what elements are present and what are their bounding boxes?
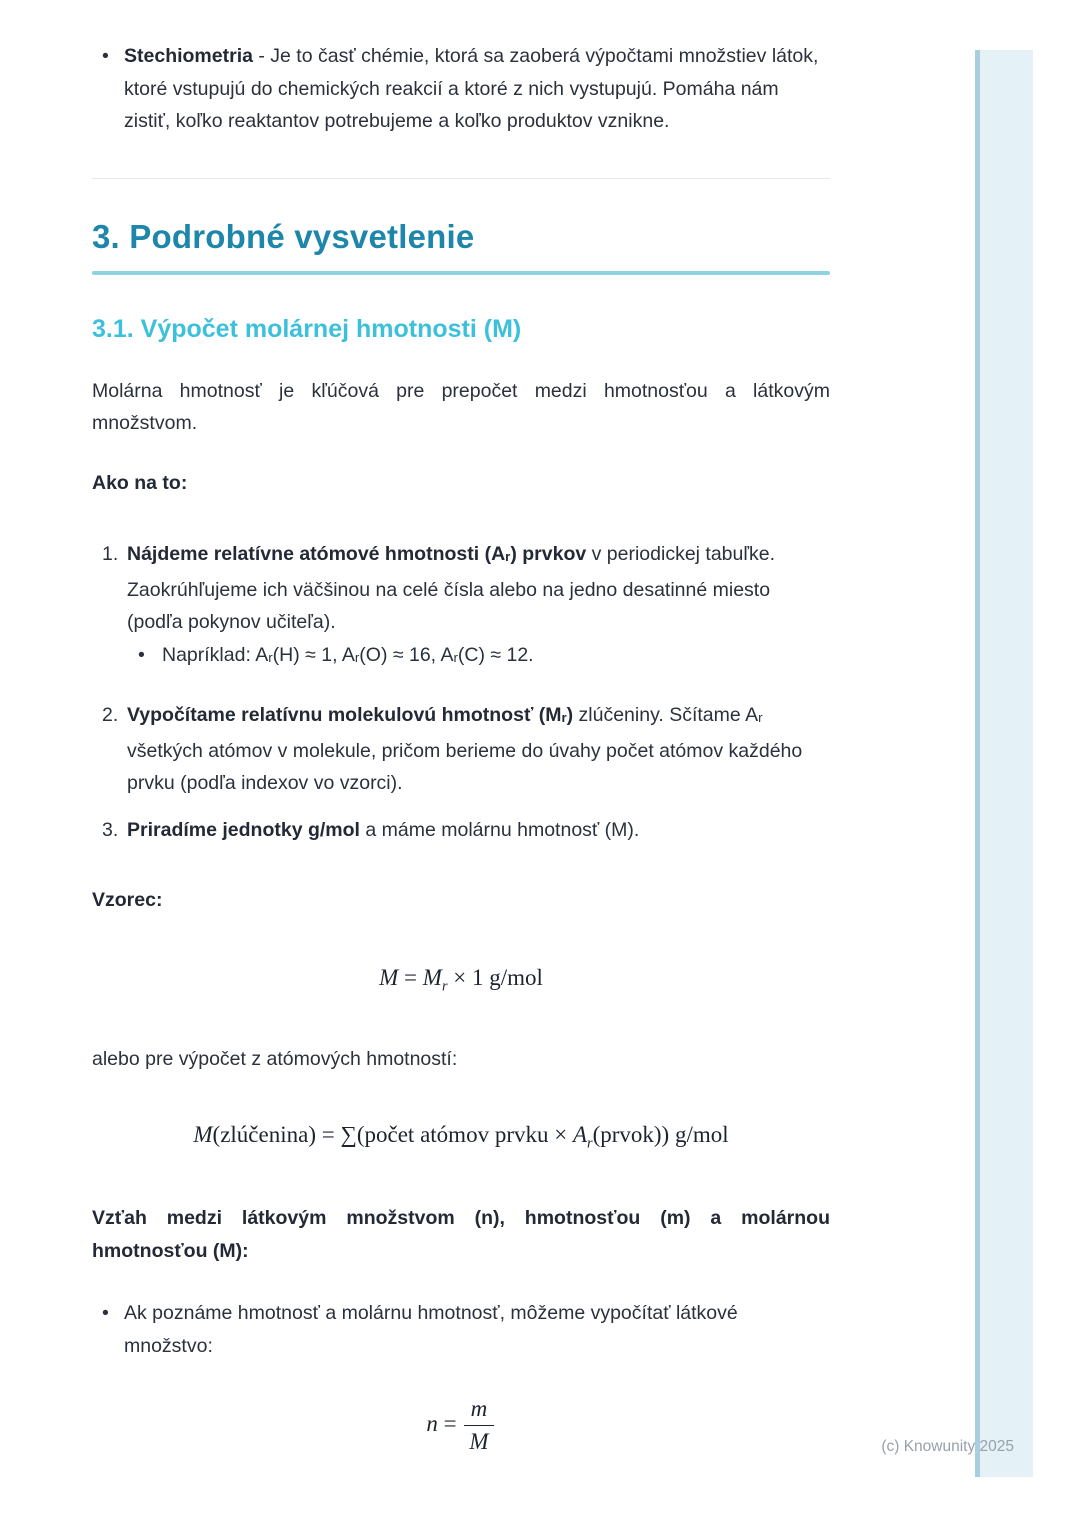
- section-divider: [92, 178, 830, 179]
- formula-var-A: A: [572, 1121, 588, 1147]
- fraction-numerator: m: [464, 1394, 493, 1426]
- alternative-text: alebo pre výpočet z atómových hmotností:: [92, 1048, 458, 1071]
- formula-subscript-r: r: [587, 1135, 593, 1152]
- step-1-rest: v periodickej tabuľke. Zaokrúhľujeme ich väčšinou na celé čísla alebo na jedno desatinné miesto (podľa pokynov učiteľa).: [127, 543, 776, 634]
- fraction-denominator: M: [469, 1429, 489, 1455]
- formula-equals: =: [398, 964, 423, 990]
- step-3-number: 3.: [102, 818, 119, 841]
- step-1-bold-tail: ) prvkov: [510, 543, 587, 565]
- step-2-number: 2.: [102, 704, 119, 727]
- example-piece: Napríklad: A: [162, 643, 269, 666]
- decorative-side-bar: [975, 50, 1033, 1477]
- subsection-heading: 3.1. Výpočet molárnej hmotnosti (M): [92, 314, 522, 343]
- example-piece: (C) ≈ 12.: [457, 643, 534, 666]
- step-1: [92, 538, 830, 674]
- formula-text: (prvok)) g/mol: [592, 1121, 729, 1147]
- formula-var-Mr: M: [422, 964, 442, 990]
- formula-var-n: n: [426, 1411, 438, 1437]
- fraction: [464, 1394, 493, 1457]
- formula-equals: =: [437, 1411, 463, 1437]
- intro-bullet-text: [124, 45, 818, 132]
- formula-molar-mass: [92, 963, 830, 1002]
- step-2-text: [127, 704, 802, 794]
- example-subscript: r: [268, 649, 273, 665]
- relation-bullet-item: [92, 1297, 830, 1362]
- section-heading: 3. Podrobné vysvetlenie: [92, 217, 475, 255]
- bullet-icon: •: [102, 1302, 109, 1325]
- formula-unit: × 1 g/mol: [447, 964, 543, 990]
- summation-symbol: ∑: [340, 1121, 357, 1147]
- step-2: [92, 699, 830, 800]
- bullet-icon: •: [138, 643, 145, 666]
- step-2-rest: zlúčeniny. Sčítame A: [573, 704, 759, 727]
- section-heading-rule: [92, 271, 830, 275]
- step-3-bold: Priradíme jednotky g/mol: [127, 818, 360, 841]
- example-piece: (H) ≈ 1, A: [272, 643, 355, 666]
- content-column: [92, 0, 830, 1457]
- formula-text: (počet atómov prvku ×: [356, 1121, 573, 1147]
- step-2-bold: Vypočítame relatívnu molekulovú hmotnosť (M: [127, 704, 562, 727]
- formula-var-M: M: [193, 1121, 213, 1147]
- step-2-rest-subscript: r: [758, 710, 763, 726]
- example-subscript: r: [354, 649, 360, 665]
- step-2-rest-tail: všetkých atómov v molekule, pričom berieme do úvahy počet atómov každého prvku (podľa indexov vo vzorci).: [127, 739, 803, 795]
- formula-amount-of-substance: [92, 1394, 830, 1457]
- formula-var-M: M: [379, 964, 399, 990]
- formula-text: (zlúčenina) =: [212, 1121, 341, 1147]
- step-1-text: [127, 543, 775, 633]
- step-3-rest: a máme molárnu hmotnosť (M).: [359, 818, 640, 841]
- step-1-example: [92, 639, 830, 675]
- intro-term: Stechiometria: [124, 45, 253, 67]
- step-1-number: 1.: [102, 543, 119, 565]
- step-3: [92, 814, 830, 847]
- intro-paragraph: Molárna hmotnosť je kľúčová pre prepočet medzi hmotnosťou a látkovým množstvom.: [92, 379, 830, 434]
- formula-sum-atomic-masses: [92, 1120, 830, 1159]
- intro-definition: - Je to časť chémie, ktorá sa zaoberá výpočtami množstiev látok, ktoré vstupujú do chemických reakcií a ktoré z nich vystupujú. Pomáha nám zistiť, koľko reaktantov potrebujeme a koľko produktov vznikne.: [124, 45, 819, 132]
- relation-bullet-text: Ak poznáme hmotnosť a molárnu hmotnosť, môžeme vypočítať látkové množstvo:: [124, 1302, 738, 1357]
- bullet-icon: •: [102, 45, 109, 67]
- copyright-watermark: (c) Knowunity 2025: [881, 1438, 1014, 1455]
- formula-label: Vzorec:: [92, 889, 163, 912]
- example-subscript: r: [453, 649, 458, 665]
- example-piece: (O) ≈ 16, A: [359, 643, 454, 666]
- step-1-subscript: r: [505, 549, 511, 565]
- step-1-bold: Nájdeme relatívne atómové hmotnosti (A: [127, 543, 506, 565]
- step-2-bold-tail: ): [566, 704, 574, 727]
- step-3-text: [127, 819, 639, 841]
- numbered-steps: [92, 538, 830, 846]
- intro-bullet-item: [92, 40, 830, 138]
- how-to-label: Ako na to:: [92, 471, 188, 494]
- step-2-subscript: r: [561, 710, 567, 726]
- formula-subscript-r: r: [441, 978, 448, 995]
- relation-heading: Vzťah medzi látkovým množstvom (n), hmotnosťou (m) a molárnou hmotnosťou (M):: [92, 1207, 830, 1262]
- example-text: [162, 644, 534, 666]
